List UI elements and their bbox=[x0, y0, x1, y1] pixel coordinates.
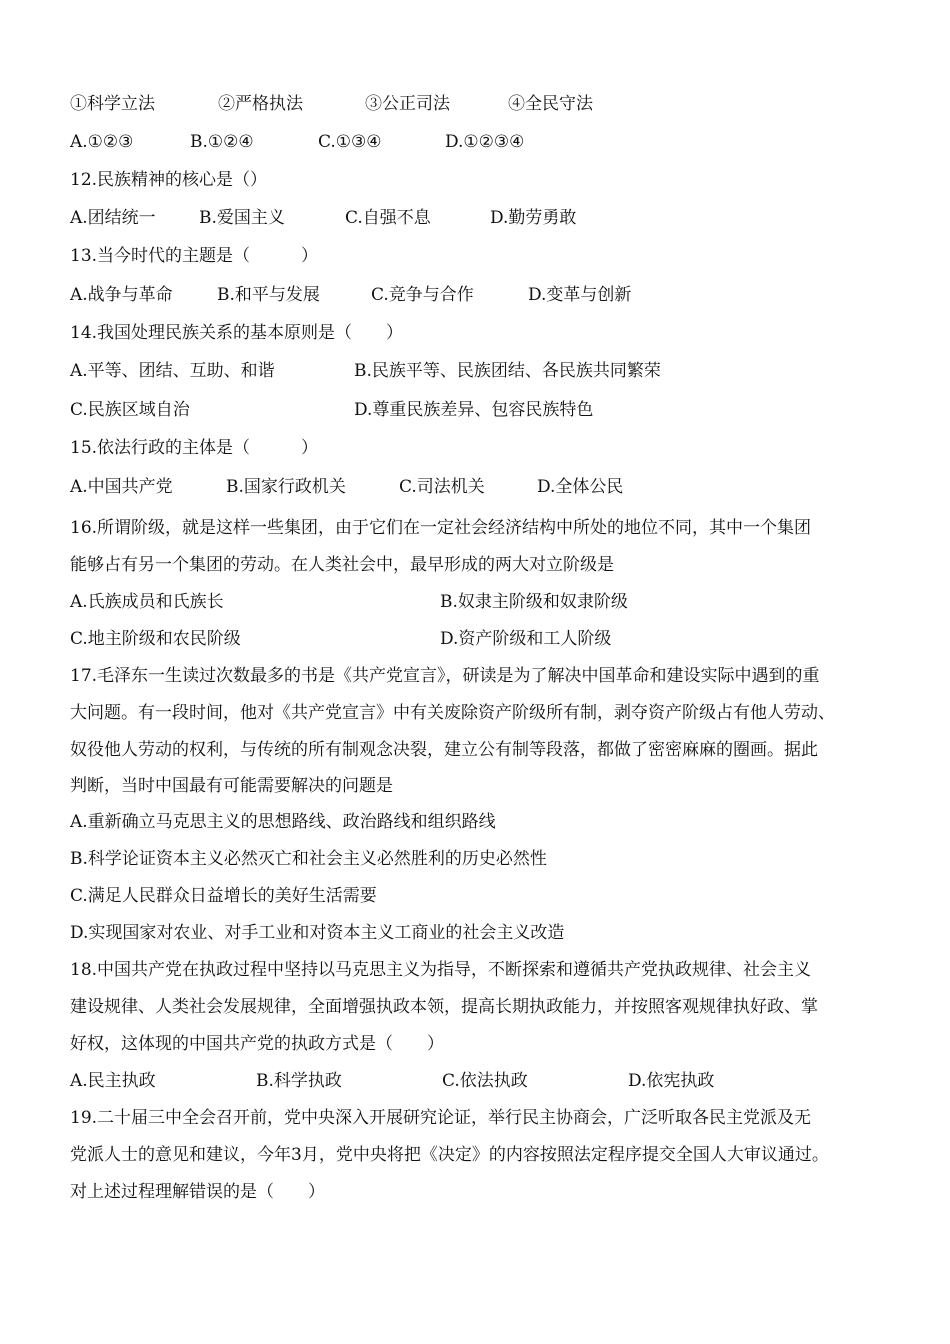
q18-option-c: C.依法执政 bbox=[442, 1071, 528, 1091]
q14-option-d: D.尊重民族差异、包容民族特色 bbox=[354, 400, 594, 420]
q16-option-d: D.资产阶级和工人阶级 bbox=[440, 629, 612, 649]
q14-option-a: A.平等、团结、互助、和谐 bbox=[70, 361, 275, 381]
q17-option-c: C.满足人民群众日益增长的美好生活需要 bbox=[70, 886, 377, 906]
q17-option-a: A.重新确立马克思主义的思想路线、政治路线和组织路线 bbox=[70, 812, 496, 832]
q14-option-b: B.民族平等、民族团结、各民族共同繁荣 bbox=[354, 361, 661, 381]
q17-stem-line-4: 判断，当时中国最有可能需要解决的问题是 bbox=[70, 776, 393, 796]
q13-option-a: A.战争与革命 bbox=[70, 285, 173, 305]
q13-stem: 13.当今时代的主题是（ ） bbox=[70, 246, 319, 266]
q18-stem-line-1: 18.中国共产党在执政过程中坚持以马克思主义为指导，不断探索和遵循共产党执政规律、社会主义 bbox=[70, 960, 812, 980]
q11-option-a: A.①②③ bbox=[70, 132, 134, 152]
q13-option-c: C.竞争与合作 bbox=[371, 285, 474, 305]
q11-item-4: ④全民守法 bbox=[508, 94, 593, 114]
q11-item-2: ②严格执法 bbox=[218, 94, 303, 114]
q13-option-b: B.和平与发展 bbox=[217, 285, 320, 305]
q12-stem: 12.民族精神的核心是（） bbox=[70, 170, 268, 190]
q12-option-b: B.爱国主义 bbox=[199, 208, 285, 228]
q16-option-a: A.氏族成员和氏族长 bbox=[70, 592, 224, 612]
q16-option-c: C.地主阶级和农民阶级 bbox=[70, 629, 241, 649]
q18-option-d: D.依宪执政 bbox=[628, 1071, 715, 1091]
q17-option-b: B.科学论证资本主义必然灭亡和社会主义必然胜利的历史必然性 bbox=[70, 849, 547, 869]
q18-option-a: A.民主执政 bbox=[70, 1071, 156, 1091]
q18-option-b: B.科学执政 bbox=[256, 1071, 342, 1091]
q11-option-c: C.①③④ bbox=[318, 132, 382, 152]
q15-option-b: B.国家行政机关 bbox=[226, 477, 346, 497]
q19-stem-line-2: 党派人士的意见和建议，今年3月，党中央将把《决定》的内容按照法定程序提交全国人大审议通过。 bbox=[70, 1145, 829, 1165]
q11-option-b: B.①②④ bbox=[190, 132, 254, 152]
q17-stem-line-3: 奴役他人劳动的权利，与传统的所有制观念决裂，建立公有制等段落，都做了密密麻麻的圈画。据此 bbox=[70, 740, 818, 760]
q15-option-d: D.全体公民 bbox=[537, 477, 624, 497]
q15-option-a: A.中国共产党 bbox=[70, 477, 173, 497]
q18-stem-line-2: 建设规律、人类社会发展规律，全面增强执政本领，提高长期执政能力，并按照客观规律执好政、掌 bbox=[70, 997, 818, 1017]
q11-item-3: ③公正司法 bbox=[365, 94, 450, 114]
q12-option-c: C.自强不息 bbox=[345, 208, 431, 228]
q15-stem: 15.依法行政的主体是（ ） bbox=[70, 438, 319, 458]
q12-option-a: A.团结统一 bbox=[70, 208, 156, 228]
q16-stem-line-1: 16.所谓阶级，就是这样一些集团，由于它们在一定社会经济结构中所处的地位不同，其中一个集团 bbox=[70, 518, 812, 538]
q17-stem-line-2: 大问题。有一段时间，他对《共产党宣言》中有关废除资产阶级所有制，剥夺资产阶级占有他人劳动、 bbox=[70, 703, 835, 723]
q14-stem: 14.我国处理民族关系的基本原则是（ ） bbox=[70, 323, 404, 343]
q12-option-d: D.勤劳勇敢 bbox=[490, 208, 577, 228]
q19-stem-line-1: 19.二十届三中全会召开前，党中央深入开展研究论证，举行民主协商会，广泛听取各民主党派及无 bbox=[70, 1108, 812, 1128]
q15-option-c: C.司法机关 bbox=[399, 477, 485, 497]
q17-stem-line-1: 17.毛泽东一生读过次数最多的书是《共产党宣言》，研读是为了解决中国革命和建设实际中遇到的重 bbox=[70, 666, 820, 686]
q13-option-d: D.变革与创新 bbox=[528, 285, 632, 305]
q14-option-c: C.民族区域自治 bbox=[70, 400, 190, 420]
q18-stem-line-3: 好权，这体现的中国共产党的执政方式是（ ） bbox=[70, 1034, 444, 1054]
q16-option-b: B.奴隶主阶级和奴隶阶级 bbox=[440, 592, 628, 612]
q11-option-d: D.①②③④ bbox=[445, 132, 525, 152]
q16-stem-line-2: 能够占有另一个集团的劳动。在人类社会中，最早形成的两大对立阶级是 bbox=[70, 555, 614, 575]
q11-item-1: ①科学立法 bbox=[70, 94, 155, 114]
q17-option-d: D.实现国家对农业、对手工业和对资本主义工商业的社会主义改造 bbox=[70, 923, 565, 943]
q19-stem-line-3: 对上述过程理解错误的是（ ） bbox=[70, 1182, 325, 1202]
